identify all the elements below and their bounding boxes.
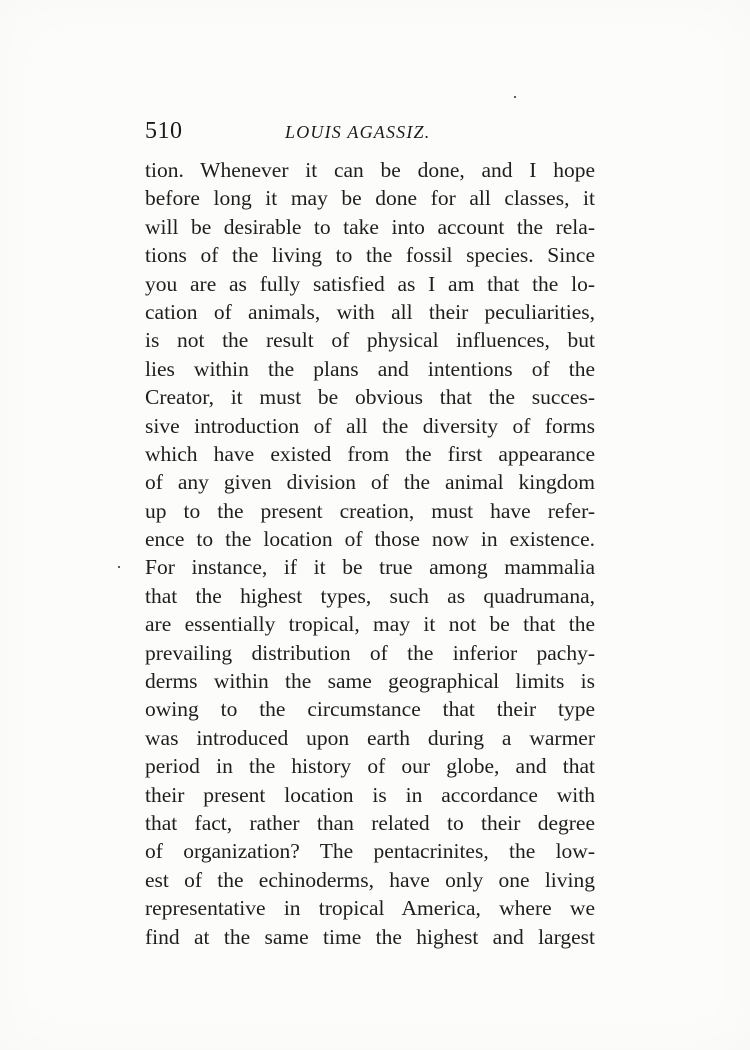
text-line: before long it may be done for all classes, it — [145, 186, 595, 211]
text-line: will be desirable to take into account the rela- — [145, 214, 595, 239]
body-text — [145, 156, 595, 951]
text-line: of any given division of the animal kingdom — [145, 470, 595, 495]
text-line: of organization? The pentacrinites, the low- — [145, 839, 595, 864]
text-line: is not the result of physical influences, but — [145, 328, 595, 353]
text-line: tions of the living to the fossil species. Since — [145, 243, 595, 268]
text-line: ence to the location of those now in existence. — [145, 527, 595, 552]
running-header — [145, 118, 605, 148]
text-line: representative in tropical America, where we — [145, 896, 595, 921]
text-line: up to the present creation, must have refer- — [145, 498, 595, 523]
page-number: 510 — [145, 118, 183, 144]
text-line: sive introduction of all the diversity of forms — [145, 413, 595, 438]
text-line: which have existed from the first appearance — [145, 441, 595, 466]
text-line: derms within the same geographical limits is — [145, 669, 595, 694]
text-line: are essentially tropical, may it not be that the — [145, 612, 595, 637]
text-line: owing to the circumstance that their type — [145, 697, 595, 722]
text-line: you are as fully satisfied as I am that the lo- — [145, 271, 595, 296]
text-line: est of the echinoderms, have only one living — [145, 867, 595, 892]
text-line: prevailing distribution of the inferior pachy- — [145, 640, 595, 665]
text-line: find at the same time the highest and largest — [145, 924, 595, 949]
text-line: Creator, it must be obvious that the succes- — [145, 385, 595, 410]
text-line: that fact, rather than related to their degree — [145, 810, 595, 835]
text-line: lies within the plans and intentions of the — [145, 356, 595, 381]
text-line: their present location is in accordance with — [145, 782, 595, 807]
text-line: that the highest types, such as quadrumana, — [145, 583, 595, 608]
ink-speck — [118, 566, 120, 568]
text-line: cation of animals, with all their peculiarities, — [145, 299, 595, 324]
text-line: period in the history of our globe, and that — [145, 754, 595, 779]
text-line: was introduced upon earth during a warmer — [145, 725, 595, 750]
ink-speck — [514, 96, 516, 98]
running-title: LOUIS AGASSIZ. — [285, 122, 431, 142]
text-line: For instance, if it be true among mammalia — [145, 555, 595, 580]
text-line: tion. Whenever it can be done, and I hope — [145, 158, 595, 182]
